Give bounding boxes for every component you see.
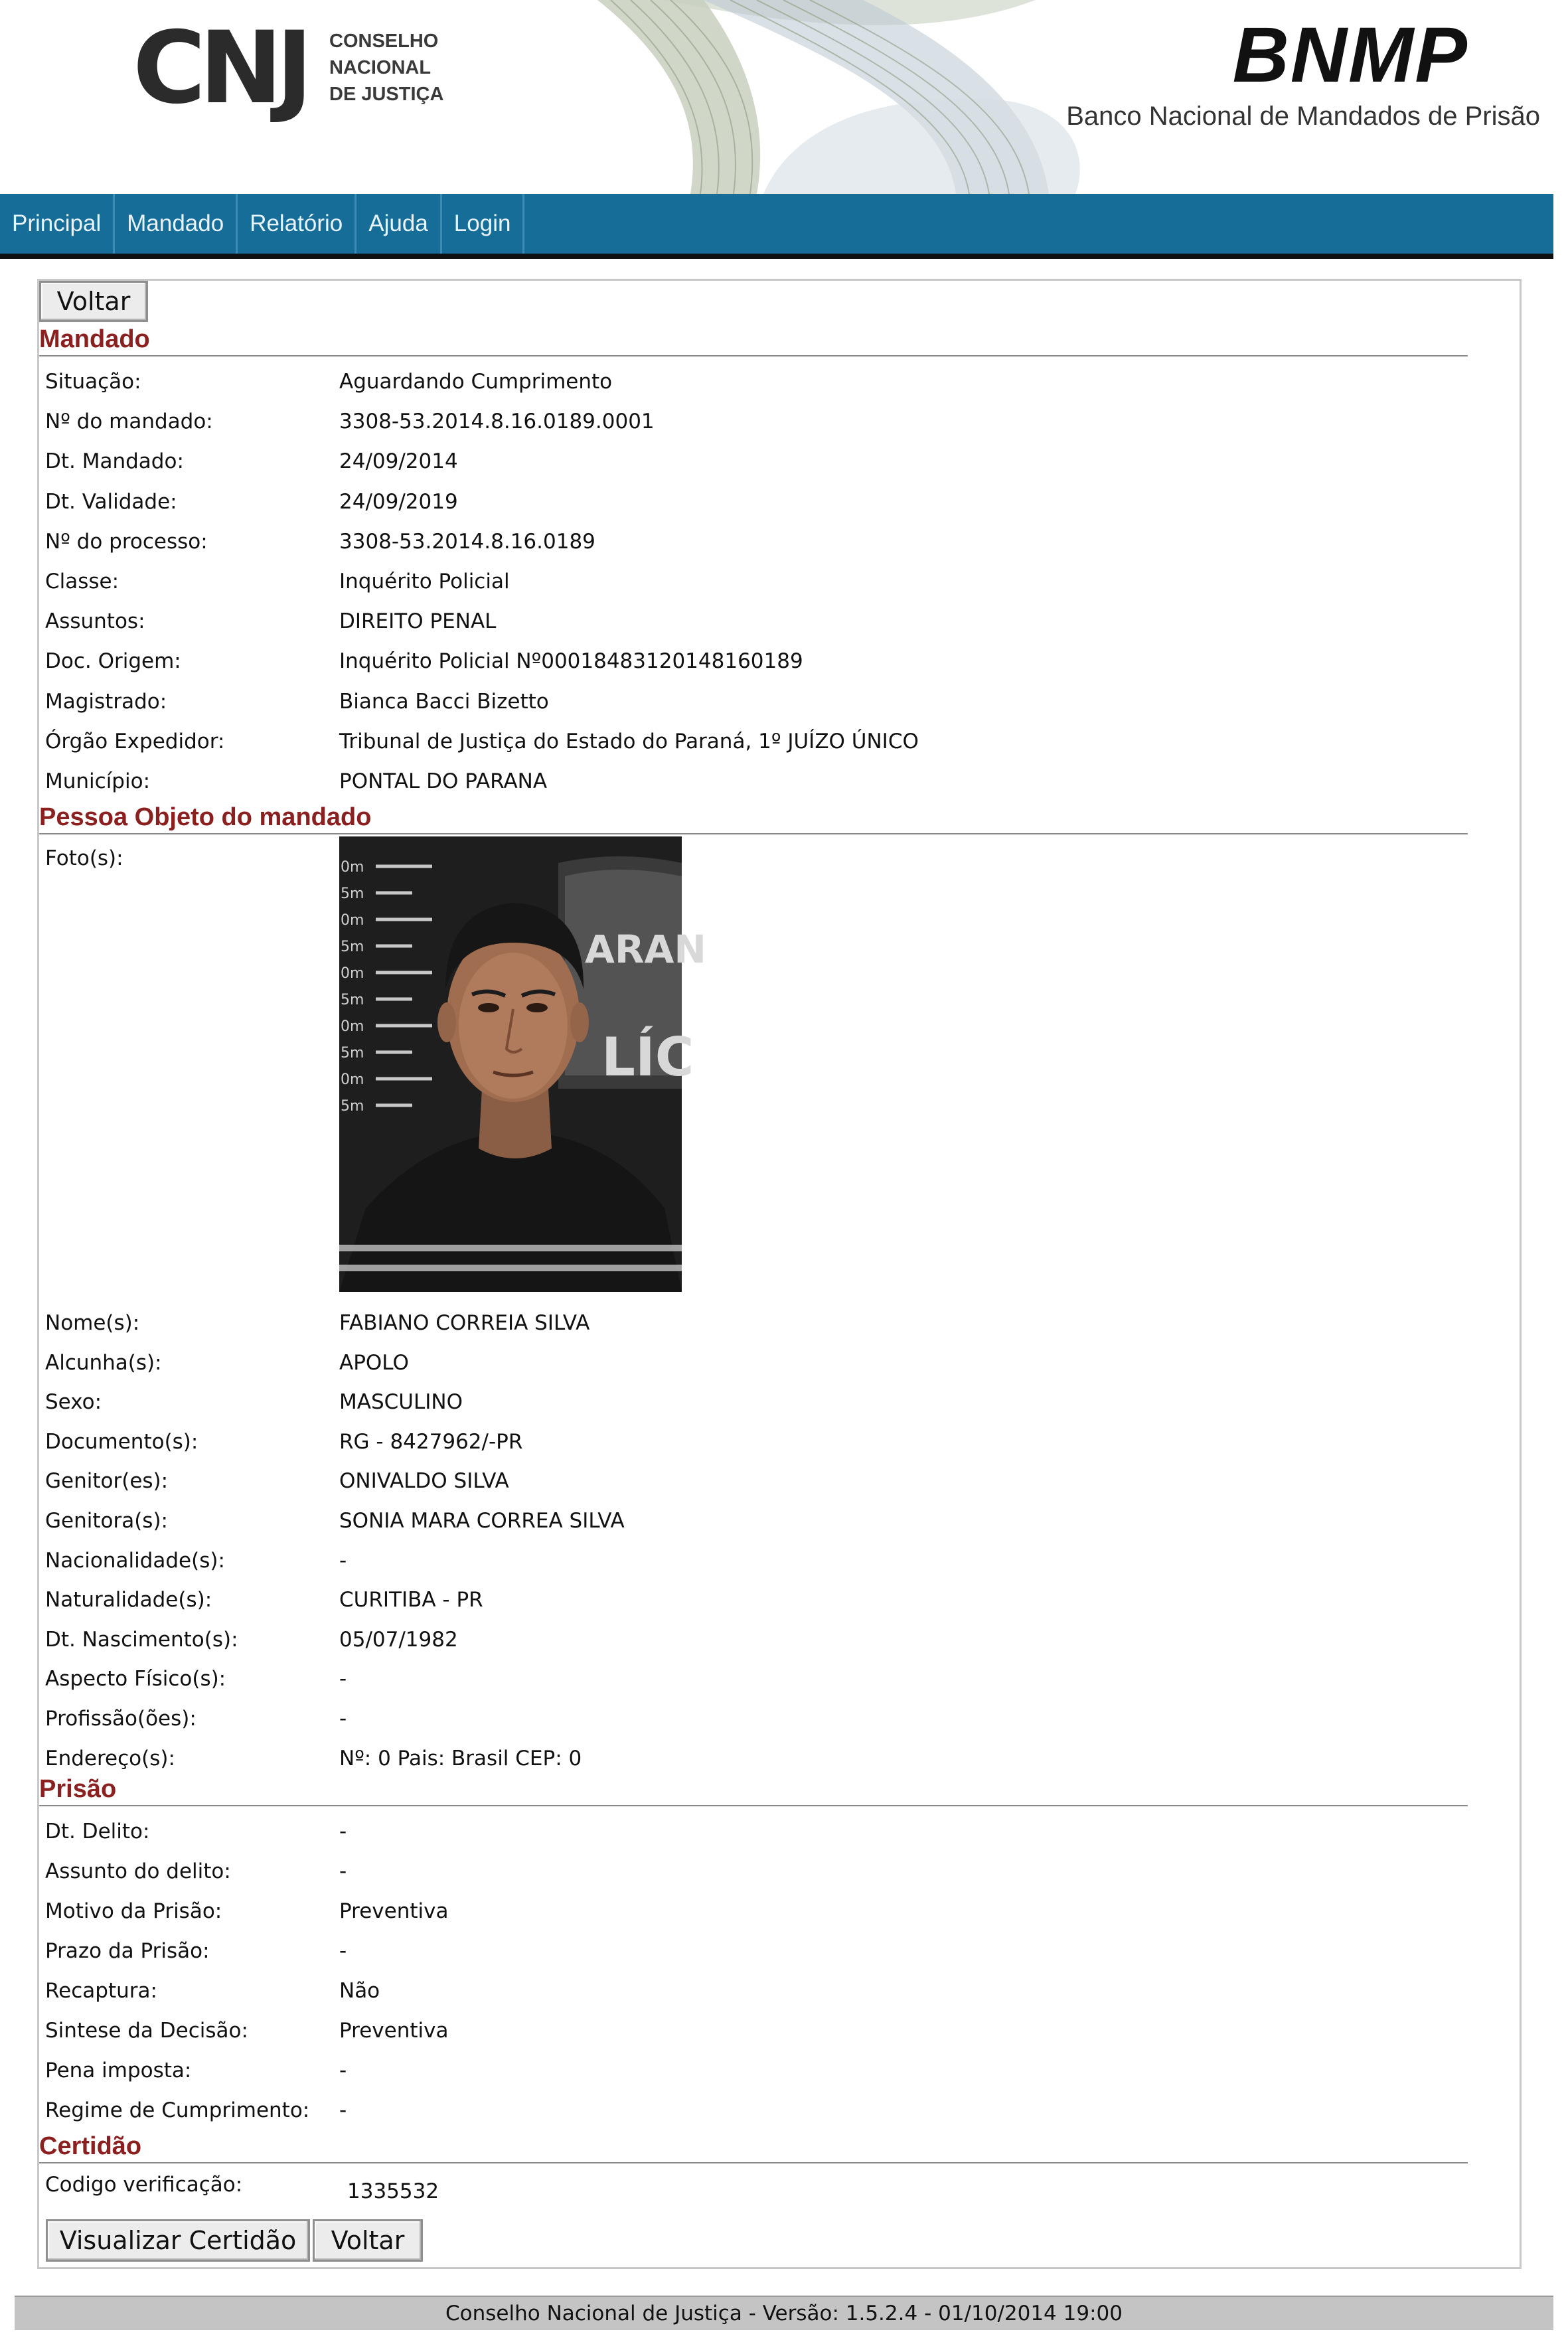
field-label: Nº do processo: (45, 529, 208, 554)
nav-item-principal[interactable]: Principal (0, 194, 115, 254)
scale-mark-label: 0m (341, 1071, 364, 1088)
view-certificate-button[interactable]: Visualizar Certidão (46, 2219, 310, 2262)
field-row (39, 1620, 1500, 1660)
cnj-subtitle-line: CONSELHO (329, 31, 439, 52)
field-value: Nº: 0 Pais: Brasil CEP: 0 (339, 1746, 582, 1770)
field-label: Nº do mandado: (45, 410, 213, 434)
field-row (39, 522, 1500, 562)
field-label: Dt. Nascimento(s): (45, 1627, 238, 1652)
field-value: Inquérito Policial Nº00018483120148160189 (339, 649, 803, 674)
field-label: Genitor(es): (45, 1469, 169, 1494)
field-row (39, 2090, 1500, 2130)
field-row (39, 562, 1500, 601)
mandado-detail-panel (37, 279, 1522, 2269)
back-button-bottom[interactable]: Voltar (313, 2219, 423, 2262)
field-value: APOLO (339, 1350, 409, 1375)
field-label: Magistrado: (45, 689, 167, 714)
field-label: Foto(s): (45, 846, 123, 870)
field-label: Município: (45, 769, 151, 793)
scale-mark-label: 5m (341, 1045, 364, 1061)
field-value: - (339, 1859, 347, 1883)
field-value: DIREITO PENAL (339, 609, 497, 634)
field-label: Nome(s): (45, 1311, 140, 1335)
field-row (39, 1659, 1500, 1699)
scale-mark-label: 0m (341, 912, 364, 929)
field-label: Assuntos: (45, 609, 145, 634)
field-row (39, 482, 1500, 522)
field-value: - (339, 2059, 347, 2082)
section-divider (39, 833, 1468, 834)
field-row (39, 1891, 1500, 1931)
field-label: Situação: (45, 370, 141, 394)
field-row (39, 1343, 1500, 1383)
section-title-certidao: Certidão (39, 2132, 142, 2160)
field-label: Documento(s): (45, 1429, 198, 1454)
field-row (39, 1382, 1500, 1422)
field-value: Aguardando Cumprimento (339, 370, 613, 394)
field-label: Genitora(s): (45, 1509, 169, 1533)
field-value: CURITIBA - PR (339, 1588, 483, 1612)
scale-mark-label: 5m (341, 939, 364, 955)
field-row (39, 1971, 1500, 2011)
field-row (39, 1931, 1500, 1971)
field-value: - (339, 1939, 347, 1963)
field-value: SONIA MARA CORREA SILVA (339, 1509, 625, 1533)
field-row (39, 1812, 1500, 1851)
field-row (39, 601, 1500, 641)
field-row (39, 1739, 1500, 1778)
field-row (39, 402, 1500, 441)
field-value: 24/09/2014 (339, 449, 458, 474)
person-photo[interactable] (339, 836, 706, 1292)
field-row (39, 641, 1500, 681)
back-button-top[interactable]: Voltar (39, 281, 148, 322)
field-label: Doc. Origem: (45, 649, 181, 674)
field-label: Recaptura: (45, 1979, 157, 2003)
field-row (39, 441, 1500, 481)
field-row (39, 722, 1500, 761)
field-value: Preventiva (339, 1899, 449, 1923)
field-label: Motivo da Prisão: (45, 1899, 222, 1923)
field-label: Profissão(ões): (45, 1707, 196, 1731)
field-row (39, 2051, 1500, 2090)
field-value: Bianca Bacci Bizetto (339, 689, 549, 714)
field-label: Codigo verificação: (45, 2173, 243, 2197)
field-value: Não (339, 1979, 380, 2003)
field-value: 3308-53.2014.8.16.0189.0001 (339, 410, 655, 434)
field-row (39, 1851, 1500, 1891)
section-title-mandado: Mandado (39, 325, 150, 353)
scale-mark-label: 0m (341, 859, 364, 876)
field-value: RG - 8427962/-PR (339, 1429, 523, 1454)
field-row (39, 1461, 1500, 1501)
main-navigation (0, 194, 1553, 259)
field-value: - (339, 1667, 347, 1691)
field-value: - (339, 1548, 347, 1573)
field-value: Tribunal de Justiça do Estado do Paraná, 1º JUÍZO ÚNICO (339, 729, 919, 753)
field-row (39, 1699, 1500, 1739)
field-label: Sintese da Decisão: (45, 2019, 248, 2043)
section-divider (39, 355, 1468, 356)
field-row-photo (39, 838, 1500, 878)
field-row (39, 1501, 1500, 1541)
field-value: Preventiva (339, 2019, 449, 2043)
field-label: Dt. Mandado: (45, 449, 184, 474)
photo-board-text: ARAN (585, 927, 706, 972)
scale-mark-label: 5m (341, 1098, 364, 1115)
scale-mark-label: 5m (341, 886, 364, 902)
person-photo-image (339, 836, 706, 1292)
field-label: Sexo: (45, 1390, 102, 1415)
field-row (39, 1580, 1500, 1620)
field-value: - (339, 1820, 347, 1843)
section-title-prisao: Prisão (39, 1775, 117, 1803)
field-label: Regime de Cumprimento: (45, 2098, 310, 2122)
field-row (39, 1303, 1500, 1343)
field-label: Naturalidade(s): (45, 1588, 212, 1612)
field-label: Órgão Expedidor: (45, 729, 225, 753)
field-label: Assunto do delito: (45, 1859, 231, 1883)
field-value: 05/07/1982 (339, 1627, 458, 1652)
app-title: BNMP (1232, 11, 1468, 99)
cnj-logo[interactable] (133, 11, 451, 126)
app-subtitle: Banco Nacional de Mandados de Prisão (1066, 102, 1540, 131)
field-value: 3308-53.2014.8.16.0189 (339, 529, 595, 554)
field-label: Prazo da Prisão: (45, 1939, 210, 1963)
field-value: 24/09/2019 (339, 489, 458, 514)
nav-item-ajuda[interactable]: Ajuda (356, 194, 442, 254)
field-label: Aspecto Físico(s): (45, 1667, 226, 1691)
page-footer: Conselho Nacional de Justiça - Versão: 1.5.2.4 - 01/10/2014 19:00 (15, 2296, 1553, 2330)
scale-mark-label: 5m (341, 992, 364, 1008)
field-row (39, 2011, 1500, 2051)
section-title-pessoa: Pessoa Objeto do mandado (39, 803, 372, 831)
cnj-subtitle-line: DE JUSTIÇA (329, 84, 444, 105)
field-label: Dt. Validade: (45, 489, 177, 514)
scale-mark-label: 0m (341, 965, 364, 982)
section-divider (39, 2162, 1468, 2163)
field-label: Endereço(s): (45, 1746, 175, 1770)
field-label: Nacionalidade(s): (45, 1548, 225, 1573)
field-row (39, 1541, 1500, 1581)
scale-mark-label: 0m (341, 1018, 364, 1035)
nav-item-login[interactable]: Login (442, 194, 525, 254)
field-row (39, 761, 1500, 801)
field-value: - (339, 2098, 347, 2122)
field-label: Dt. Delito: (45, 1820, 150, 1843)
field-label: Alcunha(s): (45, 1350, 162, 1375)
field-value: ONIVALDO SILVA (339, 1469, 509, 1494)
nav-item-relatorio[interactable]: Relatório (238, 194, 356, 254)
field-row (39, 362, 1500, 402)
verification-code-value: 1335532 (347, 2179, 439, 2203)
field-label: Classe: (45, 570, 119, 593)
nav-item-mandado[interactable]: Mandado (115, 194, 238, 254)
field-value: FABIANO CORREIA SILVA (339, 1311, 590, 1335)
field-value: - (339, 1707, 347, 1731)
field-value: MASCULINO (339, 1390, 463, 1415)
photo-board-text: LÍC (601, 1026, 694, 1088)
cnj-logo-subtitle (329, 28, 462, 108)
page-header (0, 0, 1568, 194)
field-value: PONTAL DO PARANA (339, 769, 548, 793)
field-row (39, 1422, 1500, 1462)
cnj-logo-letters: CNJ (133, 11, 307, 126)
field-row (39, 682, 1500, 722)
field-row-verification-code (39, 2165, 1500, 2205)
field-label: Pena imposta: (45, 2059, 192, 2082)
field-value: Inquérito Policial (339, 570, 510, 593)
section-divider (39, 1805, 1468, 1806)
cnj-subtitle-line: NACIONAL (329, 57, 431, 78)
